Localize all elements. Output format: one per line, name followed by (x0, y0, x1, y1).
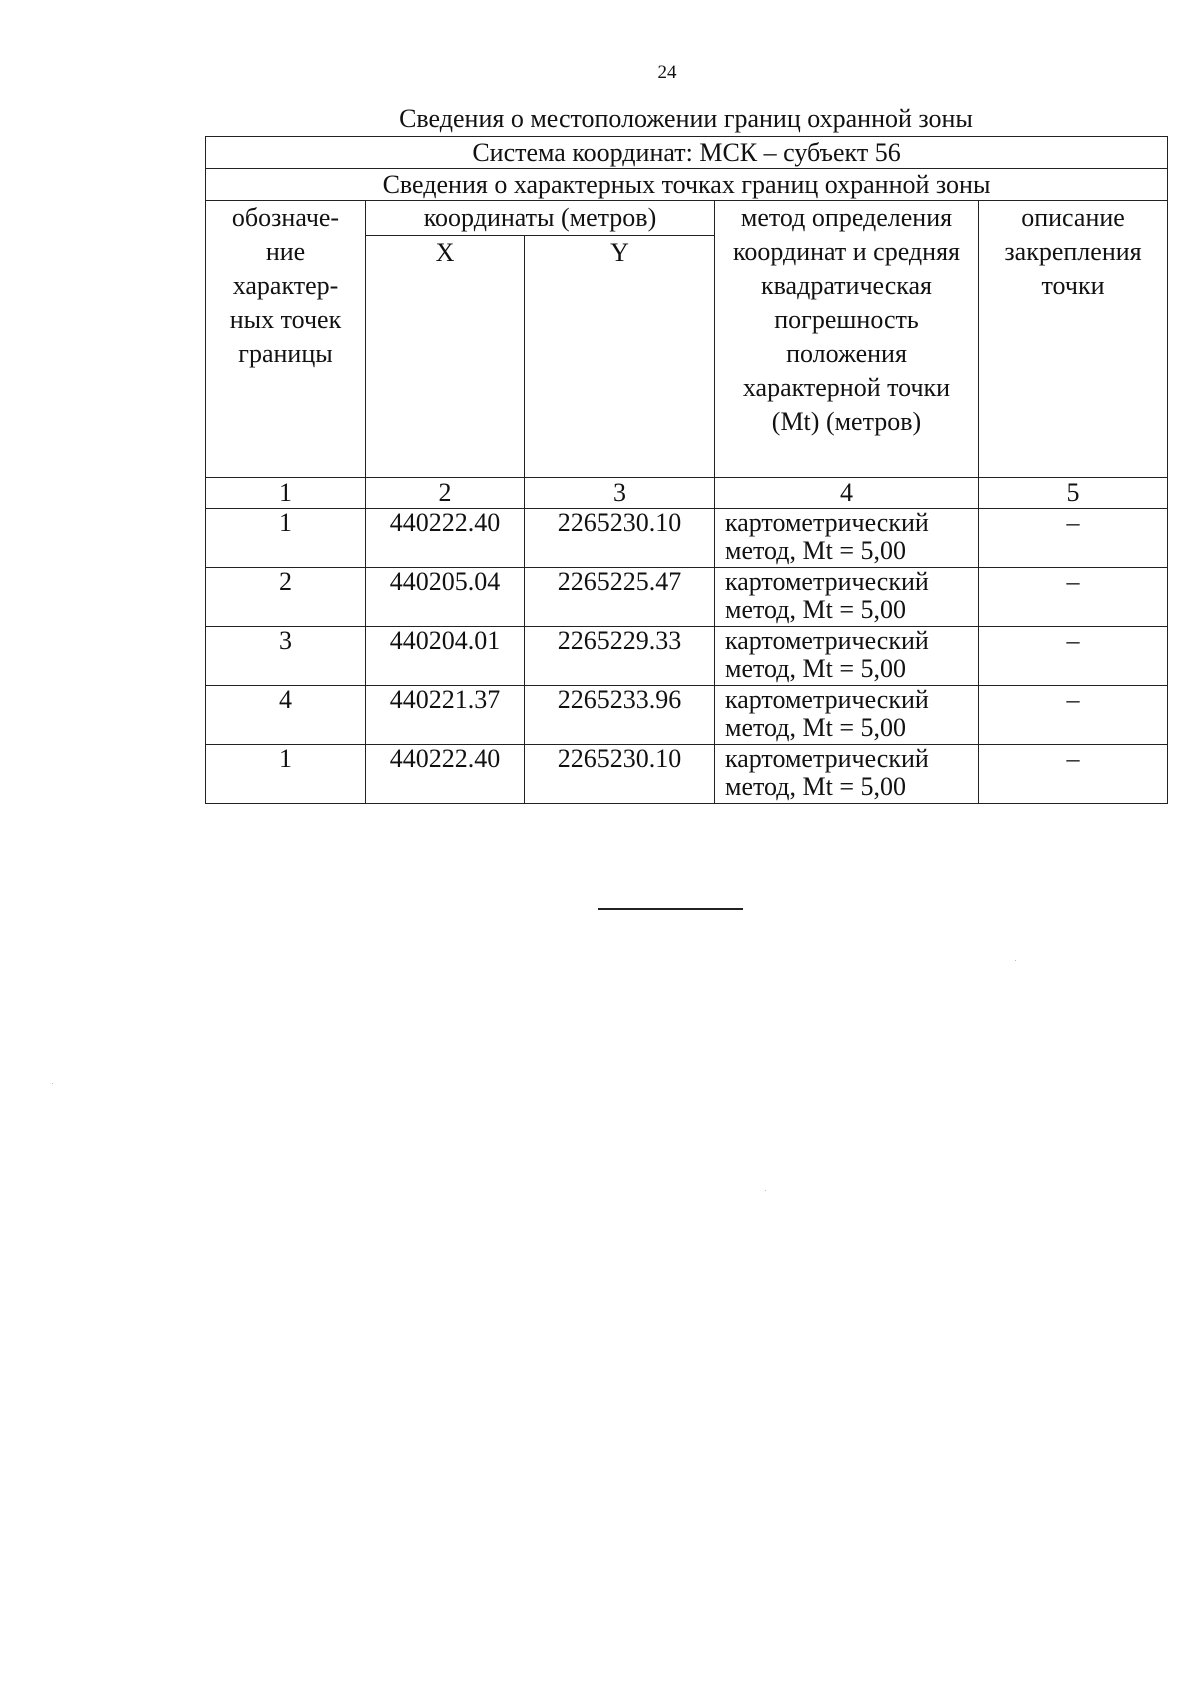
header-coordinates: координаты (метров) (366, 201, 715, 236)
end-of-section-rule (598, 908, 743, 910)
header-row (206, 201, 1168, 236)
fixing-description: – (979, 745, 1168, 804)
method-text: картометрический метод, Mt = 5,00 (715, 686, 979, 745)
scan-speck (765, 1190, 766, 1191)
document-title: Сведения о местоположении границ охранной зоны (399, 104, 973, 133)
scan-speck (52, 1083, 53, 1084)
coord-x: 440222.40 (366, 745, 525, 804)
coord-x: 440205.04 (366, 568, 525, 627)
table-row (206, 686, 1168, 745)
page-number: 24 (657, 62, 677, 83)
coord-x: 440221.37 (366, 686, 525, 745)
header-description: описание закрепления точки (979, 201, 1168, 478)
coord-x: 440222.40 (366, 509, 525, 568)
table-row (206, 745, 1168, 804)
point-number: 1 (206, 745, 366, 804)
coord-y: 2265233.96 (525, 686, 715, 745)
coord-y: 2265229.33 (525, 627, 715, 686)
method-text: картометрический метод, Mt = 5,00 (715, 509, 979, 568)
table-row (206, 568, 1168, 627)
header-method: метод определения координат и средняя квадратическая погрешность положения характерной точки (Mt) (метров) (715, 201, 979, 478)
point-number: 4 (206, 686, 366, 745)
column-number: 1 (206, 478, 366, 509)
method-text: картометрический метод, Mt = 5,00 (715, 627, 979, 686)
fixing-description: – (979, 509, 1168, 568)
fixing-description: – (979, 686, 1168, 745)
coord-y: 2265225.47 (525, 568, 715, 627)
method-text: картометрический метод, Mt = 5,00 (715, 568, 979, 627)
table-row (206, 509, 1168, 568)
coordinate-system-label: Система координат: МСК – субъект 56 (206, 137, 1168, 169)
column-number: 4 (715, 478, 979, 509)
point-number: 2 (206, 568, 366, 627)
table-subtitle: Сведения о характерных точках границ охранной зоны (206, 169, 1168, 201)
method-text: картометрический метод, Mt = 5,00 (715, 745, 979, 804)
fixing-description: – (979, 568, 1168, 627)
scan-speck (1015, 960, 1016, 961)
coordinate-system-row (206, 137, 1168, 169)
coord-y: 2265230.10 (525, 509, 715, 568)
header-x: X (366, 236, 525, 478)
column-number: 5 (979, 478, 1168, 509)
column-number-row (206, 478, 1168, 509)
boundary-points-table (205, 136, 1168, 804)
table-row (206, 627, 1168, 686)
header-designation: обозначе- ние характер- ных точек границы (206, 201, 366, 478)
coord-y: 2265230.10 (525, 745, 715, 804)
point-number: 1 (206, 509, 366, 568)
header-y: Y (525, 236, 715, 478)
fixing-description: – (979, 627, 1168, 686)
table-subtitle-row (206, 169, 1168, 201)
column-number: 3 (525, 478, 715, 509)
point-number: 3 (206, 627, 366, 686)
column-number: 2 (366, 478, 525, 509)
coord-x: 440204.01 (366, 627, 525, 686)
